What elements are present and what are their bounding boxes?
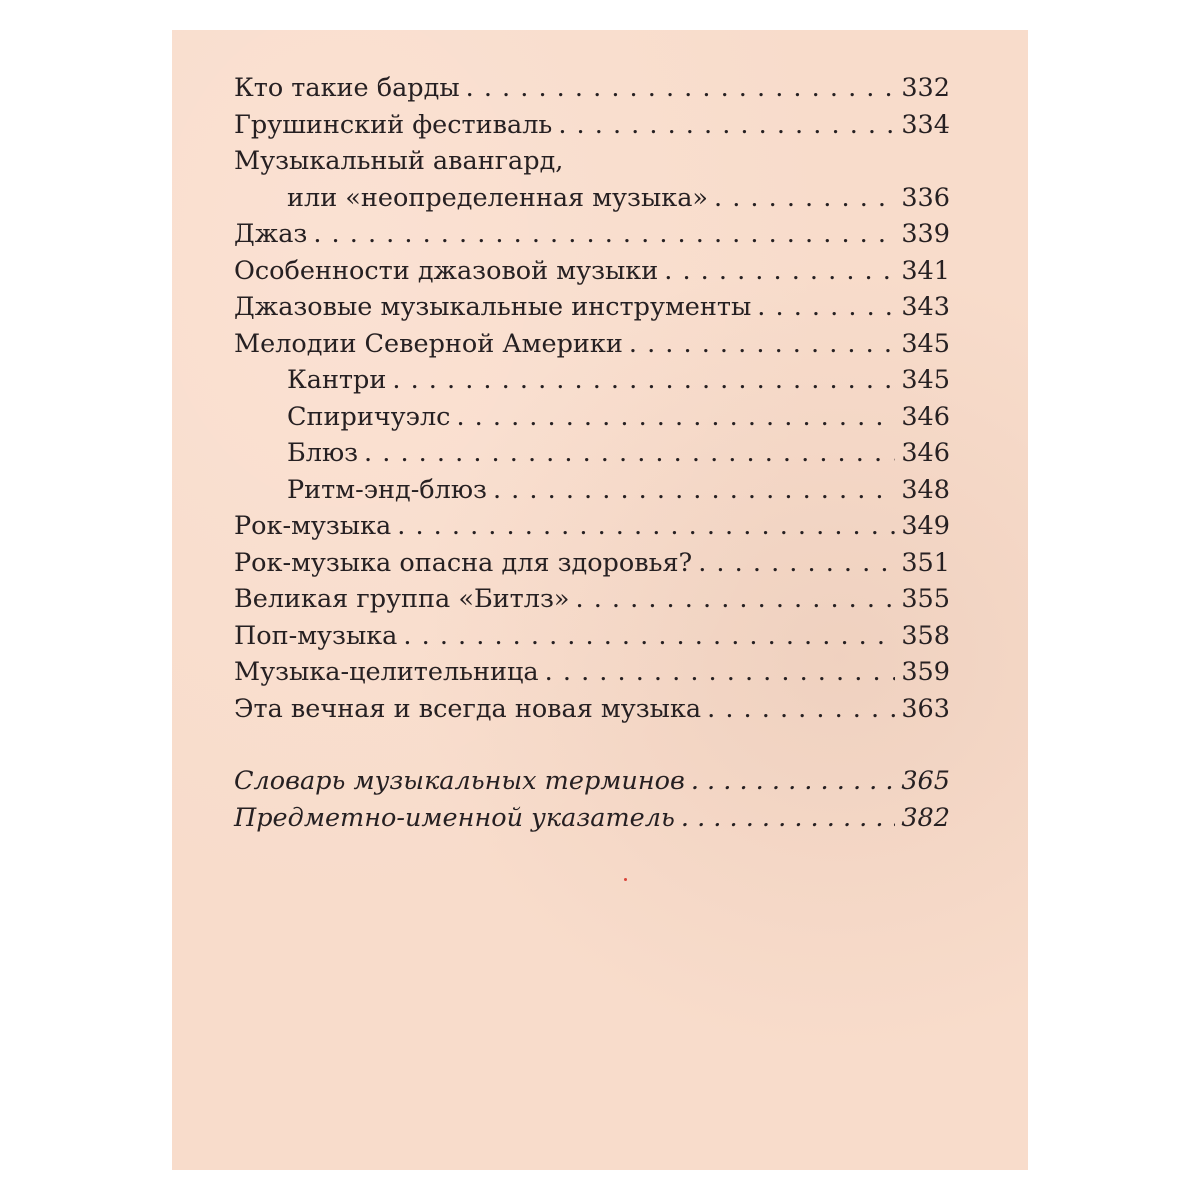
dot-leader xyxy=(698,545,895,582)
toc-entry xyxy=(234,326,950,363)
toc-entry xyxy=(234,654,950,691)
toc-entry-page: 359 xyxy=(901,657,950,687)
toc-entry-title: Грушинский фестиваль xyxy=(234,109,553,140)
toc-entry-title: Ритм-энд-блюз xyxy=(287,474,487,505)
toc-entry-page: 363 xyxy=(901,693,950,724)
toc-entry xyxy=(234,70,950,107)
toc-entry-page: 345 xyxy=(901,365,950,395)
dot-leader xyxy=(403,618,895,655)
toc-subentry xyxy=(234,435,950,472)
toc-entry-title: Музыка-целительница xyxy=(234,657,539,687)
toc-entry xyxy=(234,180,950,217)
toc-entry-title: Предметно-именной указатель xyxy=(234,802,675,833)
dot-leader xyxy=(691,763,896,800)
toc-entry xyxy=(234,107,950,144)
toc-entry xyxy=(234,289,950,326)
toc-entry-title: Эта вечная и всегда новая музыка xyxy=(234,693,702,724)
toc-entry xyxy=(234,253,950,290)
toc-entry-page: 355 xyxy=(901,584,950,614)
toc-entry xyxy=(234,545,950,582)
dot-leader xyxy=(397,508,895,545)
ink-speck xyxy=(624,878,627,881)
toc-entry-page: 358 xyxy=(901,620,950,651)
toc-entry-title: Джазовые музыкальные инструменты xyxy=(234,292,752,322)
section-gap xyxy=(234,727,950,763)
toc-subentry xyxy=(234,362,950,399)
toc-entry xyxy=(234,216,950,253)
table-of-contents xyxy=(234,70,950,836)
toc-entry xyxy=(234,618,950,655)
toc-entry-page: 341 xyxy=(901,255,950,286)
dot-leader xyxy=(681,800,895,837)
toc-entry-page: 334 xyxy=(901,109,950,140)
toc-entry-title: Спиричуэлс xyxy=(287,401,451,432)
toc-entry xyxy=(234,143,950,180)
toc-entry-page: 349 xyxy=(901,511,950,541)
toc-entry-title: Особенности джазовой музыки xyxy=(234,255,659,286)
toc-entry xyxy=(234,581,950,618)
dot-leader xyxy=(456,399,895,436)
dot-leader xyxy=(313,216,895,253)
toc-entry-title: Великая группа «Битлз» xyxy=(234,584,570,614)
toc-entry-page: 346 xyxy=(901,401,950,432)
toc-entry-title: Музыкальный авангард, xyxy=(234,146,564,176)
toc-entry-title: Джаз xyxy=(234,219,308,249)
toc-entry-title: Рок-музыка опасна для здоровья? xyxy=(234,547,693,578)
toc-entry-page: 332 xyxy=(901,73,950,103)
toc-entry xyxy=(234,691,950,728)
toc-entry-title: Кантри xyxy=(287,365,387,395)
dot-leader xyxy=(466,70,896,107)
toc-entry-page: 365 xyxy=(901,766,950,796)
toc-entry-title: Поп-музыка xyxy=(234,620,398,651)
toc-subentry xyxy=(234,472,950,509)
toc-entry-page: 346 xyxy=(901,438,950,468)
dot-leader xyxy=(545,654,896,691)
dot-leader xyxy=(364,435,895,472)
dot-leader xyxy=(757,289,895,326)
toc-entry-title: Блюз xyxy=(287,438,359,468)
dot-leader xyxy=(392,362,895,399)
toc-entry-title: Кто такие барды xyxy=(234,73,460,103)
toc-entry-page: 339 xyxy=(901,219,950,249)
dot-leader xyxy=(629,326,895,363)
toc-entry-page: 382 xyxy=(901,802,950,833)
dot-leader xyxy=(576,581,896,618)
toc-entry-page: 343 xyxy=(901,292,950,322)
toc-appendix-entry xyxy=(234,763,950,800)
dot-leader xyxy=(664,253,895,290)
dot-leader xyxy=(493,472,895,509)
dot-leader xyxy=(707,691,895,728)
toc-appendix-entry xyxy=(234,800,950,837)
toc-entry-title: Мелодии Северной Америки xyxy=(234,328,623,359)
book-page xyxy=(172,30,1028,1170)
dot-leader xyxy=(558,107,895,144)
toc-entry-page: 345 xyxy=(901,328,950,359)
toc-entry-title: Словарь музыкальных терминов xyxy=(234,766,685,796)
toc-entry-page: 348 xyxy=(901,474,950,505)
toc-entry xyxy=(234,508,950,545)
toc-entry-title: Рок-музыка xyxy=(234,511,392,541)
toc-subentry xyxy=(234,399,950,436)
dot-leader xyxy=(714,180,895,217)
toc-entry-page: 351 xyxy=(901,547,950,578)
toc-entry-page: 336 xyxy=(901,182,950,213)
toc-entry-title: или «неопределенная музыка» xyxy=(287,182,708,213)
